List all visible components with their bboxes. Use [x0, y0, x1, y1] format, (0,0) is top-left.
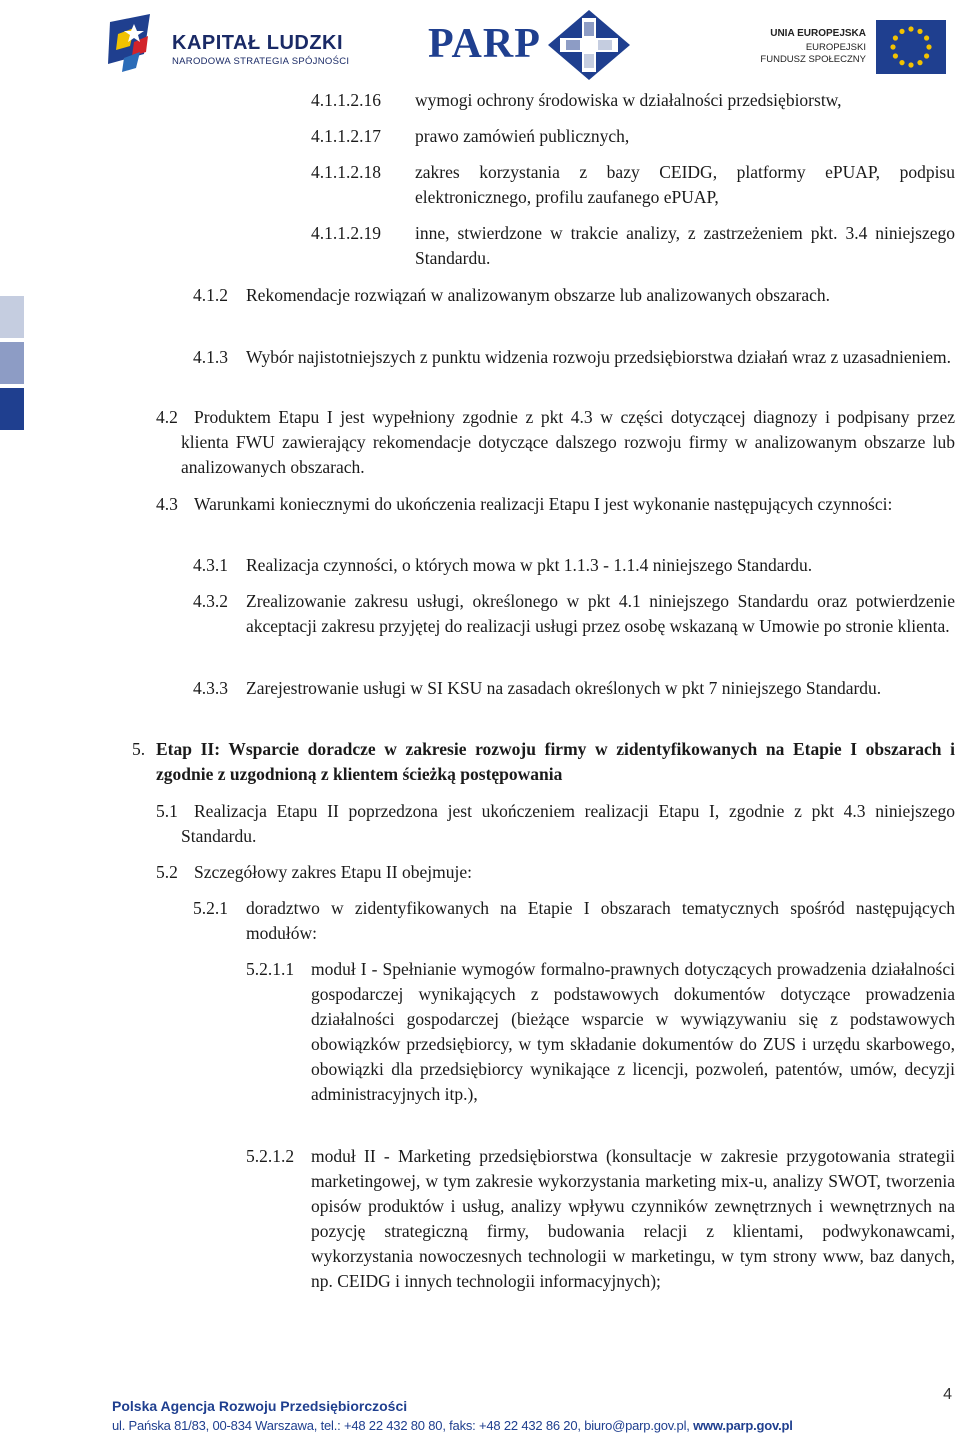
- kapital-ludzki-logo: [104, 12, 350, 72]
- item-number: 4.3.3: [193, 678, 228, 698]
- sidebar-block-dark: [0, 388, 24, 430]
- item-text: doradztwo w zidentyfikowanych na Etapie I obszarach tematycznych spośród następujących modułów:: [246, 898, 955, 943]
- eu-line-2: EUROPEJSKI: [805, 42, 866, 53]
- sidebar-block-mid: [0, 342, 24, 384]
- eu-flag-icon: [876, 20, 946, 74]
- footer-agency-name: Polska Agencja Rozwoju Przedsiębiorczości: [112, 1398, 408, 1414]
- item-text: Produktem Etapu I jest wypełniony zgodnie z pkt 4.3 w części dotyczącej diagnozy i podpisany przez klienta FWU zawierający rekomendacje dotyczące dalszego rozwoju firmy w analizowanym obszarze lub analizowanych obszarach.: [181, 407, 955, 477]
- item-number: 4.1.3: [193, 347, 228, 367]
- item-number: 5.1: [156, 801, 178, 821]
- item-number: 4.2: [156, 407, 178, 427]
- eu-logo: [760, 18, 948, 78]
- item-number: 4.1.1.2.16: [311, 90, 381, 110]
- item-text: moduł I - Spełnianie wymogów formalno-prawnych dotyczących prowadzenia działalności gospodarczej wynikających z podstawowych dokumentów dotyczące prowadzenia działalności gospodarczej (bieżące wsparcie w wywiązywaniu się z podstawowych obowiązków przedsiębiorcy, w tym składanie dokumentów do ZUS i urzędu skarbowego, obowiązki dla przedsiębiorcy wynikające z licencji, pozwoleń, patentów, umów, decyzji administracyjnych itp.),: [311, 959, 955, 1104]
- item-number: 4.3.1: [193, 555, 228, 575]
- kapital-ludzki-title: KAPITAŁ LUDZKI: [172, 32, 344, 54]
- item-number: 4.3.2: [193, 591, 228, 611]
- section-number: 5.: [132, 739, 146, 759]
- item-text: prawo zamówień publicznych,: [415, 126, 630, 146]
- kapital-ludzki-emblem-icon: [104, 12, 166, 74]
- page-footer: [112, 1398, 932, 1433]
- item-text: moduł II - Marketing przedsiębiorstwa (konsultacje w zakresie przygotowania strategii marketingowej, w tym zakresie wykorzystania marketing mix-u, analizy SWOT, tworzenia opisów produktów i usług, analizy wpływu czynników zewnętrznych i wewnętrznych na pozycję strategiczną firmy, budowania relacji z klientami, podwykonawcami, wykorzystania nowoczesnych technologii w marketingu, w tym strony www, baz danych, np. CEIDG i innych technologii informacyjnych);: [311, 1146, 955, 1291]
- item-number: 4.1.1.2.19: [311, 223, 381, 243]
- kapital-ludzki-subtitle: NARODOWA STRATEGIA SPÓJNOŚCI: [172, 56, 350, 67]
- item-number: 4.1.1.2.17: [311, 126, 381, 146]
- section-heading: Etap II: Wsparcie doradcze w zakresie rozwoju firmy w zidentyfikowanych na Etapie I obszarach i zgodnie z uzgodnioną z klientem ścieżką postępowania: [156, 739, 955, 784]
- footer-website-link[interactable]: www.parp.gov.pl: [693, 1418, 793, 1433]
- item-text: Szczegółowy zakres Etapu II obejmuje:: [194, 862, 472, 882]
- footer-address: [112, 1418, 932, 1433]
- sidebar-block-light: [0, 296, 24, 338]
- page-header: [0, 0, 960, 88]
- item-text: Rekomendacje rozwiązań w analizowanym obszarze lub analizowanych obszarach.: [246, 285, 831, 305]
- item-number: 5.2.1.2: [246, 1146, 295, 1166]
- item-number: 4.1.2: [193, 285, 228, 305]
- item-text: Wybór najistotniejszych z punktu widzenia rozwoju przedsiębiorstwa działań wraz z uzasadnieniem.: [246, 347, 952, 367]
- item-text: inne, stwierdzone w trakcie analizy, z zastrzeżeniem pkt. 3.4 niniejszego Standardu.: [415, 223, 955, 268]
- item-number: 4.1.1.2.18: [311, 162, 381, 182]
- item-text: Realizacja czynności, o których mowa w pkt 1.1.3 - 1.1.4 niniejszego Standardu.: [246, 555, 813, 575]
- item-number: 5.2: [156, 862, 178, 882]
- item-number: 5.2.1: [193, 898, 228, 918]
- parp-logo: [428, 10, 638, 80]
- item-number: 5.2.1.1: [246, 959, 295, 979]
- page-number: 4: [943, 1386, 952, 1403]
- parp-emblem-icon: [546, 8, 632, 82]
- item-text: Zarejestrowanie usługi w SI KSU na zasadach określonych w pkt 7 niniejszego Standardu.: [246, 678, 882, 698]
- item-text: Realizacja Etapu II poprzedzona jest ukończeniem realizacji Etapu I, zgodnie z pkt 4.3 niniejszego Standardu.: [181, 801, 955, 846]
- eu-line-1: UNIA EUROPEJSKA: [770, 28, 866, 39]
- parp-logo-text: PARP: [428, 21, 541, 67]
- eu-line-3: FUNDUSZ SPOŁECZNY: [760, 54, 866, 65]
- item-text: Warunkami koniecznymi do ukończenia realizacji Etapu I jest wykonanie następujących czynności:: [194, 494, 893, 514]
- item-number: 4.3: [156, 494, 178, 514]
- item-text: Zrealizowanie zakresu usługi, określonego w pkt 4.1 niniejszego Standardu oraz potwierdzenie akceptacji zakresu przyjętej do realizacji usługi przez osobę wskazaną w Umowie po stronie klienta.: [246, 591, 955, 636]
- item-text: wymogi ochrony środowiska w działalności przedsiębiorstw,: [415, 90, 842, 110]
- item-text: zakres korzystania z bazy CEIDG, platformy ePUAP, podpisu elektronicznego, profilu zaufanego ePUAP,: [415, 162, 955, 207]
- sidebar-decoration: [0, 296, 24, 434]
- footer-address-text: ul. Pańska 81/83, 00-834 Warszawa, tel.: +48 22 432 80 80, faks: +48 22 432 86 20, biuro@parp.gov.pl,: [112, 1418, 694, 1433]
